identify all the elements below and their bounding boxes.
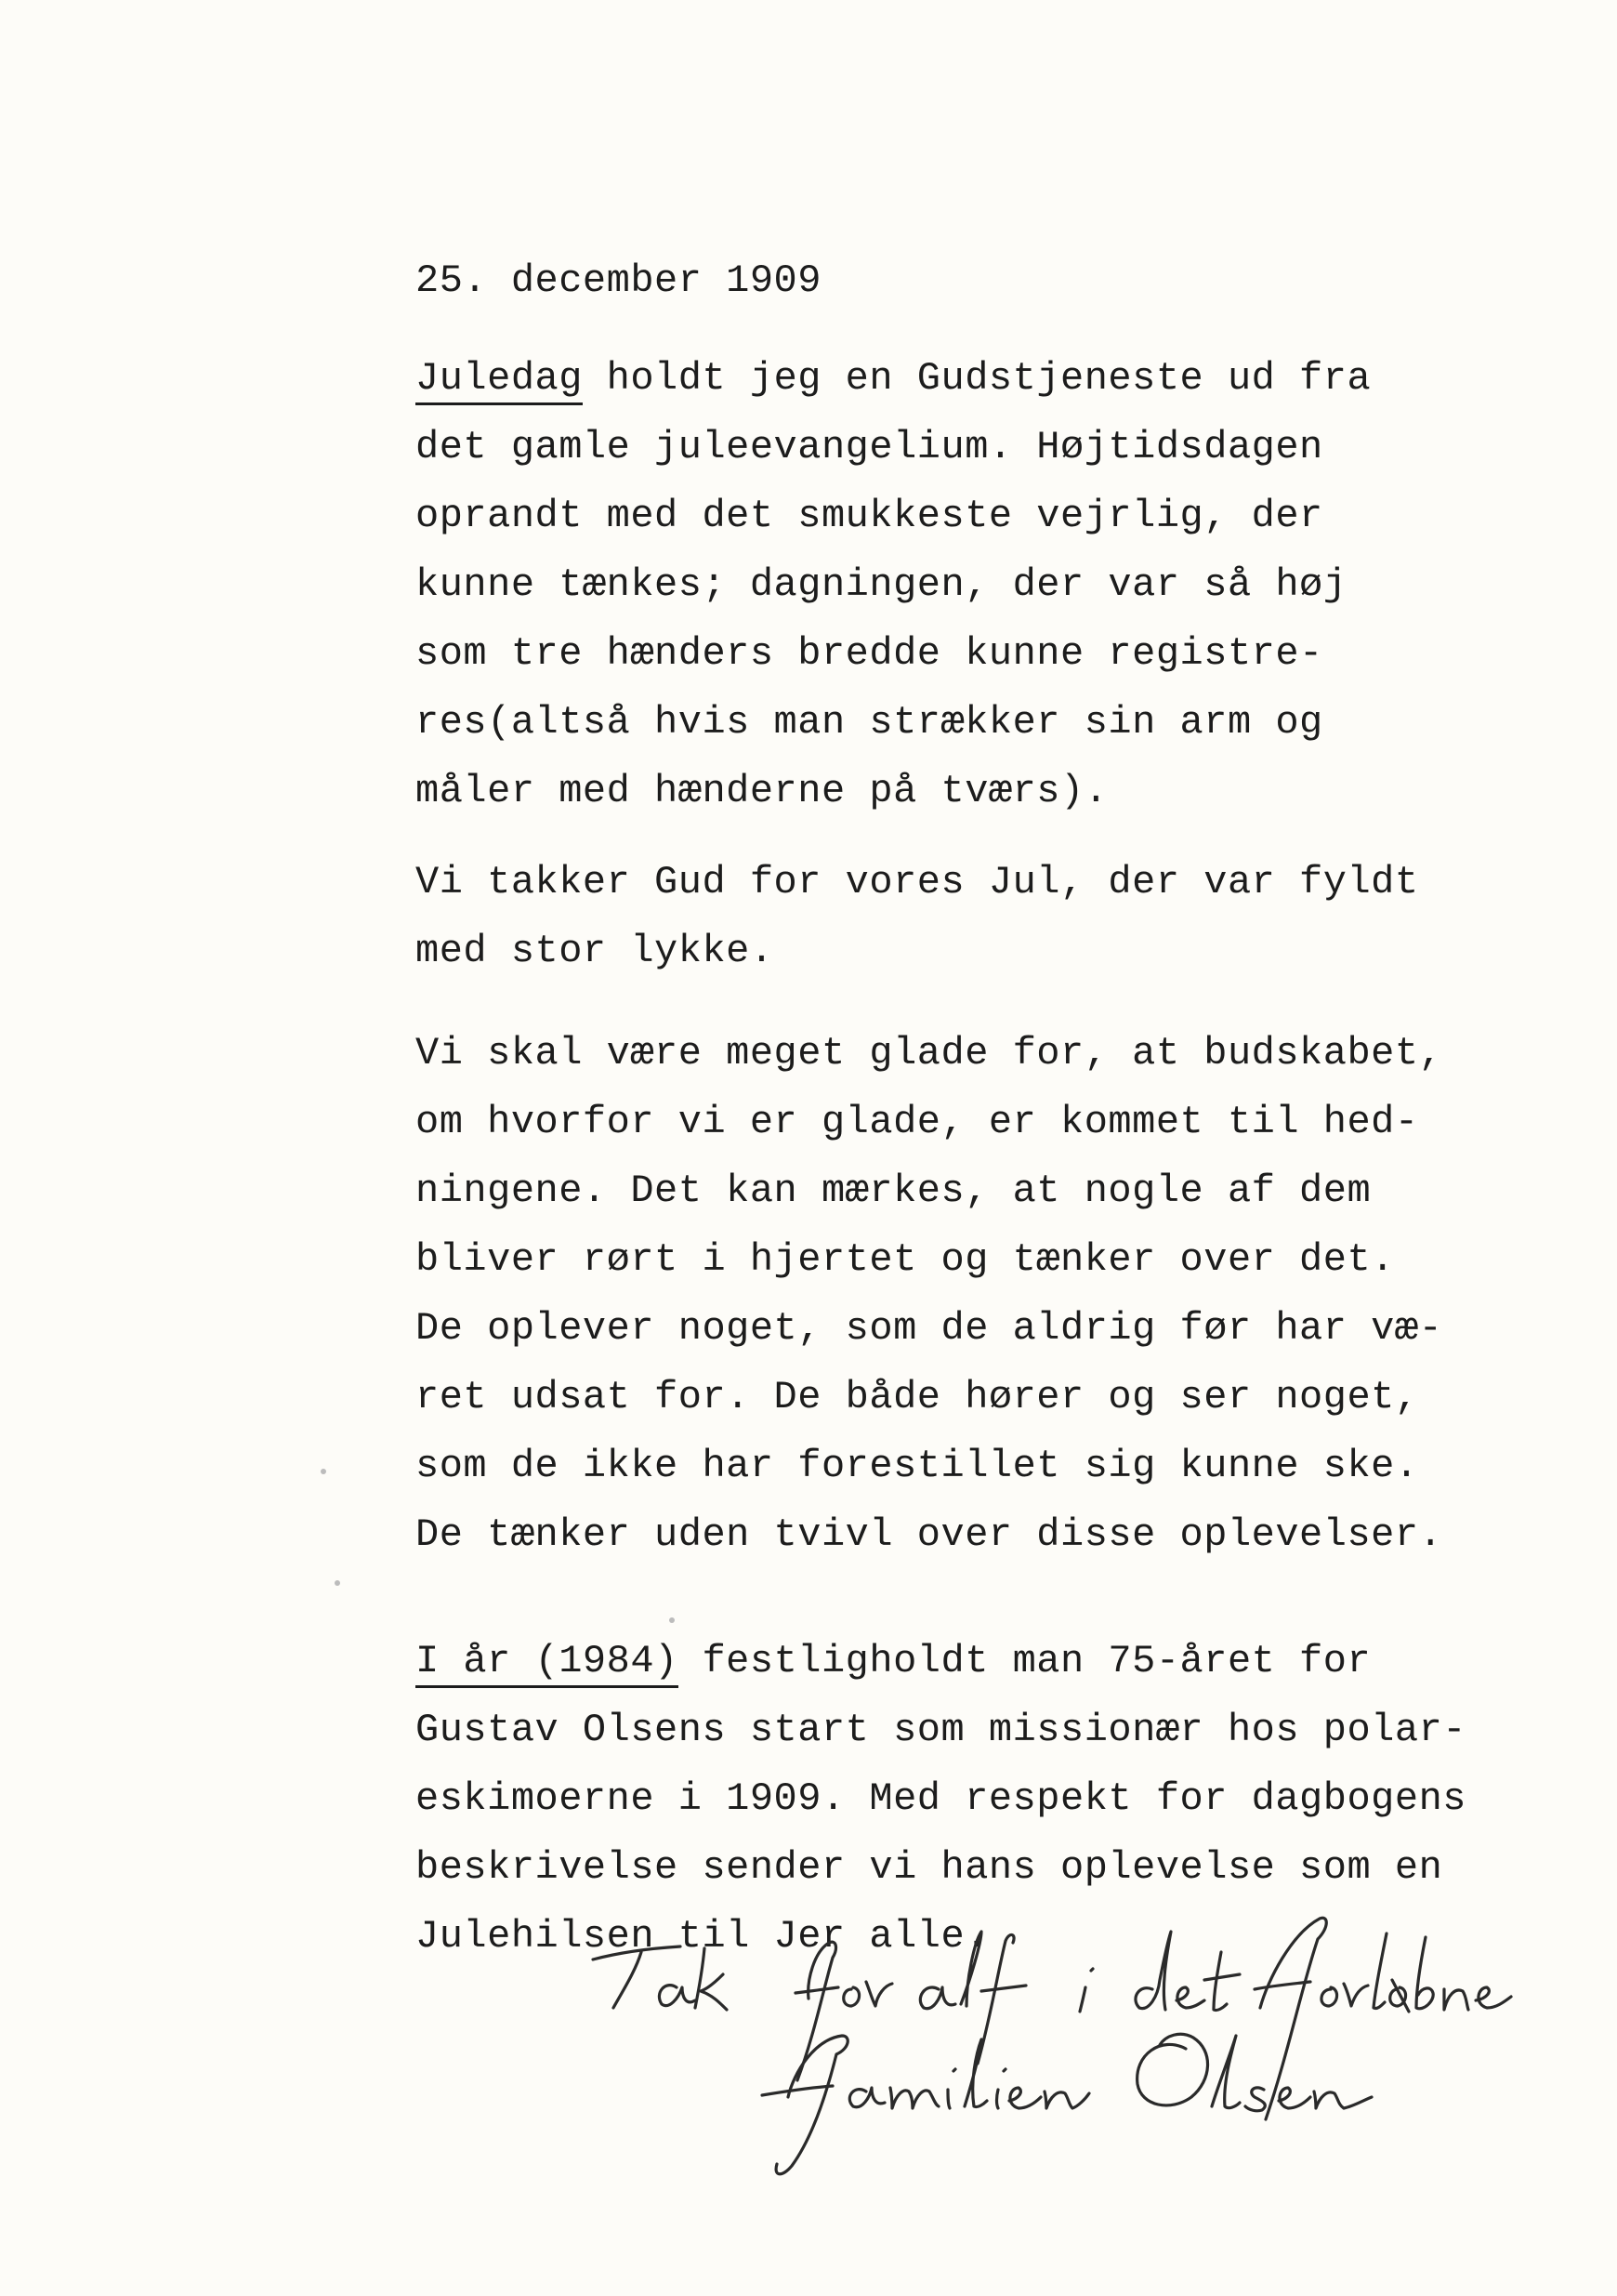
text-line: Juledag holdt jeg en Gudstjeneste ud fra: [415, 344, 1371, 413]
paragraph-christmas-service: [415, 344, 1371, 825]
text-line: som tre hænders bredde kunne registre-: [415, 631, 1323, 676]
paper-speck: [669, 1617, 675, 1623]
paragraph-gospel-message: [415, 1019, 1442, 1569]
text-line: Vi skal være meget glade for, at budskabet,: [415, 1031, 1443, 1075]
text-line: måler med hænderne på tværs).: [415, 769, 1109, 813]
paper-speck: [321, 1469, 326, 1474]
underlined-word-juledag: Juledag: [415, 356, 583, 405]
paragraph-thanks: [415, 848, 1419, 985]
handwritten-signature: [576, 1915, 1524, 2194]
paper-speck: [335, 1580, 340, 1586]
text-line: oprandt med det smukkeste vejrlig, der: [415, 494, 1323, 538]
text-line: beskrivelse sender vi hans oplevelse som en: [415, 1845, 1443, 1890]
text-line: De oplever noget, som de aldrig før har væ-: [415, 1306, 1443, 1351]
text-line: Gustav Olsens start som missionær hos polar-: [415, 1708, 1466, 1752]
text-line: bliver rørt i hjertet og tænker over det.: [415, 1237, 1395, 1282]
text-line: med stor lykke.: [415, 929, 774, 973]
text-line: res(altså hvis man strækker sin arm og: [415, 700, 1323, 745]
text-line: Julehilsen til Jer alle.: [415, 1914, 989, 1959]
text-line: Vi takker Gud for vores Jul, der var fyldt: [415, 860, 1419, 904]
text-line: det gamle juleevangelium. Højtidsdagen: [415, 425, 1323, 469]
text-line: eskimoerne i 1909. Med respekt for dagbogens: [415, 1776, 1466, 1821]
letter-date: 25. december 1909: [415, 258, 822, 303]
text-line: De tænker uden tvivl over disse oplevelser.: [415, 1512, 1443, 1557]
text-line: I år (1984) festligholdt man 75-året for: [415, 1627, 1466, 1696]
underlined-phrase-year: I år (1984): [415, 1639, 678, 1688]
text-line: ningene. Det kan mærkes, at nogle af dem: [415, 1168, 1372, 1213]
text-line: ret udsat for. De både hører og ser noget,: [415, 1375, 1419, 1419]
text-line: som de ikke har forestillet sig kunne ske.: [415, 1444, 1419, 1488]
text-line: om hvorfor vi er glade, er kommet til hed-: [415, 1100, 1419, 1144]
text-line: kunne tænkes; dagningen, der var så høj: [415, 562, 1348, 607]
